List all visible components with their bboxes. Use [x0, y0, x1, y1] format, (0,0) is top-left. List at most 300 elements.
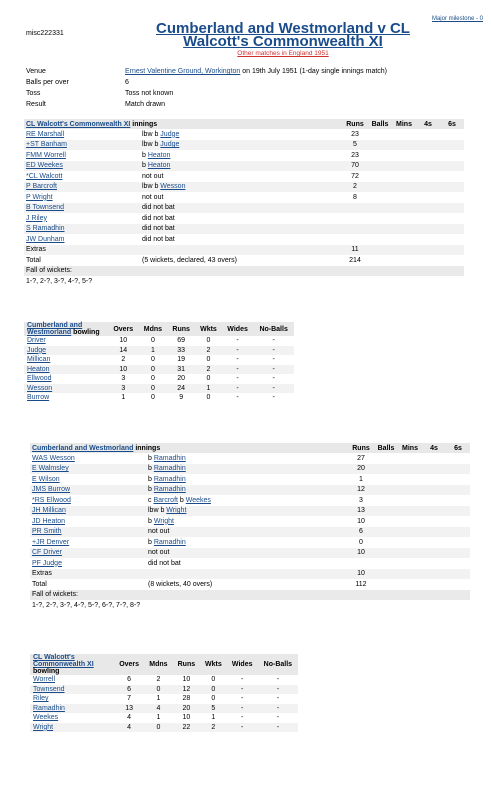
stat-cell [440, 182, 464, 193]
bowling-stat: 10 [182, 676, 191, 684]
batter-link[interactable]: CF Driver [32, 549, 62, 557]
bowling-stat: 0 [211, 695, 216, 703]
batter-cell [24, 150, 140, 161]
stat-cell [398, 474, 422, 485]
bowling-stat: 24 [177, 384, 186, 392]
info-row [24, 99, 464, 110]
batter-row [30, 474, 470, 485]
bowler-row [30, 704, 298, 714]
stat-cell [440, 203, 464, 214]
dismissal-cell: b Heaton [142, 151, 171, 159]
bowling-stat: 0 [150, 365, 155, 373]
fielder-link[interactable]: Heaton [147, 162, 171, 170]
total-desc: (5 wickets, declared, 43 overs) [142, 256, 237, 264]
stat-cell [422, 527, 446, 538]
bowling-stat: 0 [206, 337, 211, 345]
dismissal-cell: lbw b Judge [142, 130, 180, 138]
stat-cell [392, 140, 416, 151]
extras-label: Extras [26, 246, 46, 254]
batter-link[interactable]: +ST Banham [26, 141, 67, 149]
batter-link[interactable]: WAS Wesson [32, 454, 75, 462]
stat-cell [422, 558, 446, 569]
batter-link[interactable]: RE Marshall [26, 130, 65, 138]
batter-row [24, 129, 464, 140]
stat-cell [392, 234, 416, 245]
stat-cell [440, 140, 464, 151]
stat-cell [368, 213, 392, 224]
batter-cell [30, 516, 146, 527]
batter-link[interactable]: P Wright [26, 193, 53, 201]
batter-row [24, 213, 464, 224]
runs-cell [342, 213, 368, 224]
stat-cell [368, 161, 392, 172]
bowler-row [30, 713, 298, 723]
col-header-mins: Mins [402, 444, 418, 452]
bowling-stat: 9 [179, 394, 184, 402]
venue-link[interactable]: Ernest Valentine Ground, Workington [125, 68, 241, 75]
batter-link[interactable]: +JR Denver [32, 538, 70, 546]
stat-cell [440, 213, 464, 224]
bowler-cell [30, 713, 114, 723]
stat-cell [440, 224, 464, 235]
runs-cell: 12 [357, 486, 365, 494]
info-key: Result [26, 101, 46, 108]
stat-cell [398, 453, 422, 464]
bowling-stat: 1 [211, 714, 216, 722]
stat-cell [374, 516, 398, 527]
innings-title: CL Walcott's Commonwealth XI innings [26, 120, 158, 128]
innings-header [24, 119, 464, 129]
batter-row [30, 464, 470, 475]
dismissal-cell: did not bat [142, 204, 175, 212]
extras-value: 11 [351, 246, 359, 254]
bowling-stat: - [236, 346, 239, 354]
dismissal-cell: not out [148, 528, 170, 536]
stat-cell [416, 224, 440, 235]
col-header-noballs: No-Balls [258, 654, 298, 675]
extras-label: Extras [32, 570, 52, 578]
bowling-stat: - [236, 365, 239, 373]
stat-cell [422, 474, 446, 485]
col-header-overs: Overs [114, 654, 144, 675]
bowling-stat: - [272, 375, 275, 383]
fielder-link[interactable]: Ramadhin [153, 486, 186, 494]
total-row [24, 255, 464, 266]
bowler-link[interactable]: Weekes [185, 496, 211, 504]
bowling-stat: - [236, 394, 239, 402]
bowling-stat: - [276, 714, 280, 722]
stat-cell [392, 150, 416, 161]
batter-row [24, 140, 464, 151]
batter-link[interactable]: *CL Walcott [26, 172, 63, 180]
milestone-link[interactable]: Major milestone - 0 [431, 16, 483, 22]
stat-cell [374, 485, 398, 496]
stat-cell [398, 464, 422, 475]
dismissal-cell: b Wright [148, 517, 174, 525]
bowling-stat: - [276, 685, 280, 693]
runs-cell: 20 [357, 465, 365, 473]
bowling-stat: 3 [121, 384, 126, 392]
bowling-stat: - [241, 723, 244, 731]
bowling-stat: - [272, 337, 275, 345]
col-header-wkts: Wkts [195, 322, 222, 336]
batter-row [24, 234, 464, 245]
bowler-link[interactable]: Ellwood [27, 375, 52, 383]
stat-cell [422, 464, 446, 475]
stat-cell [440, 129, 464, 140]
stat-cell [374, 569, 398, 580]
bowling-stat: 2 [156, 676, 161, 684]
bowling-stat: - [236, 384, 239, 392]
extras-desc [146, 569, 348, 580]
col-header-6s: 6s [448, 120, 456, 128]
bowling-stat: - [276, 704, 280, 712]
fow-label: Fall of wickets: [26, 267, 72, 275]
stat-cell [374, 495, 398, 506]
stat-cell [398, 506, 422, 517]
stat-cell [422, 516, 446, 527]
bowling-stat: - [272, 346, 275, 354]
bowler-link[interactable]: Ramadhin [33, 704, 65, 712]
fielder-link[interactable]: Ramadhin [153, 475, 186, 483]
bowling-2-table [30, 654, 298, 732]
bowling-stat: - [241, 704, 244, 712]
runs-cell: 10 [357, 517, 365, 525]
extras-row [24, 245, 464, 256]
batter-link[interactable]: E Walmsley [32, 465, 69, 473]
stat-cell [398, 548, 422, 559]
stat-cell [368, 234, 392, 245]
stat-cell [398, 579, 422, 590]
bowler-link[interactable]: Worrell [33, 676, 56, 684]
bowling-stat: - [236, 337, 239, 345]
bowling-stat: 0 [150, 375, 155, 383]
batter-row [30, 537, 470, 548]
bowling-stat: 6 [127, 676, 132, 684]
runs-cell [348, 558, 374, 569]
stat-cell [368, 224, 392, 235]
total-label: Total [32, 580, 47, 588]
batter-link[interactable]: PR Smith [32, 528, 62, 536]
stat-cell [422, 506, 446, 517]
batter-row [30, 527, 470, 538]
bowling-stat: 0 [150, 356, 155, 364]
batter-link[interactable]: *RS Ellwood [32, 496, 71, 504]
stat-cell [416, 234, 440, 245]
extras-value: 10 [357, 570, 365, 578]
dismissal-cell: b Ramadhin [148, 454, 186, 462]
col-header-wkts: Wkts [200, 654, 227, 675]
bowling-stat: 22 [182, 723, 191, 731]
fow-row [24, 276, 464, 287]
innings-team-link[interactable]: CL Walcott's Commonwealth XI [26, 120, 131, 128]
runs-cell: 1 [359, 475, 363, 483]
stat-cell [398, 569, 422, 580]
bowling-stat: 10 [182, 714, 191, 722]
bowling-stat: 6 [127, 685, 132, 693]
stat-cell [416, 161, 440, 172]
other-matches-link[interactable]: Other matches in England 1951 [237, 50, 329, 57]
fielder-link[interactable]: Ramadhin [153, 454, 186, 462]
bowling-stat: 10 [119, 365, 128, 373]
team-link-away[interactable]: Walcott's Commonwealth XI [183, 33, 383, 50]
info-key: Balls per over [26, 79, 69, 86]
stat-cell [374, 453, 398, 464]
fow-label-row [30, 590, 470, 601]
bowling-stat: 0 [150, 394, 155, 402]
bowler-row [30, 723, 298, 733]
info-value: Toss not known [125, 90, 174, 97]
bowling-title: CL Walcott's Commonwealth XI bowling [30, 654, 114, 675]
bowling-stat: - [276, 695, 280, 703]
dismissal-cell: did not bat [142, 235, 175, 243]
stat-cell [392, 245, 416, 256]
col-header-runs: Runs [346, 120, 364, 128]
fielder-link[interactable]: Heaton [147, 151, 171, 159]
bowling-stat: - [241, 685, 244, 693]
stat-cell [392, 192, 416, 203]
bowler-link[interactable]: Riley [33, 695, 49, 703]
bowler-cell [30, 704, 114, 714]
stat-cell [446, 474, 470, 485]
fielder-link[interactable]: Ramadhin [153, 538, 186, 546]
col-header-runs: Runs [167, 322, 195, 336]
fielder-link[interactable]: Wesson [160, 183, 186, 191]
batter-link[interactable]: ED Weekes [26, 162, 63, 170]
runs-cell [342, 234, 368, 245]
runs-cell: 2 [353, 183, 357, 191]
runs-cell: 23 [351, 130, 359, 138]
bowler-row [30, 685, 298, 695]
bowling-stat: 33 [177, 346, 186, 354]
dismissal-cell: did not bat [142, 225, 175, 233]
info-row [24, 77, 464, 88]
col-header-4s: 4s [424, 120, 432, 128]
fow-row [30, 600, 470, 611]
stat-cell [374, 464, 398, 475]
dismissal-cell: not out [142, 172, 164, 180]
innings-title: Cumberland and Westmorland innings [32, 444, 161, 452]
extras-desc [140, 245, 342, 256]
batter-link[interactable]: B Townsend [26, 204, 65, 212]
batter-link[interactable]: PF Judge [32, 559, 62, 567]
dismissal-cell: b Heaton [142, 162, 171, 170]
total-desc: (8 wickets, 40 overs) [148, 580, 213, 588]
dismissal-cell: not out [142, 193, 164, 201]
stat-cell [392, 203, 416, 214]
info-value: 6 [125, 79, 129, 86]
batter-link[interactable]: P Barcroft [26, 183, 57, 191]
page-header [0, 0, 491, 57]
runs-cell: 6 [359, 528, 363, 536]
bowler-link[interactable]: Millican [27, 356, 51, 364]
batter-row [30, 558, 470, 569]
innings-team-link[interactable]: Cumberland and Westmorland [32, 444, 134, 452]
innings-header [30, 443, 470, 453]
bowling-stat: 20 [182, 704, 191, 712]
bowling-stat: 14 [119, 346, 128, 354]
stat-cell [398, 558, 422, 569]
col-header-mdns: Mdns [144, 654, 172, 675]
stat-cell [440, 255, 464, 266]
batter-cell [30, 558, 146, 569]
stat-cell [440, 234, 464, 245]
batter-link[interactable]: JMS Burrow [32, 486, 71, 494]
runs-cell: 0 [359, 538, 363, 546]
stat-cell [374, 474, 398, 485]
bowling-stat: 0 [156, 723, 161, 731]
stat-cell [440, 161, 464, 172]
bowling-stat: - [236, 375, 239, 383]
stat-cell [374, 527, 398, 538]
stat-cell [416, 129, 440, 140]
stat-cell [392, 182, 416, 193]
fow-values: 1-?, 2-?, 3-?, 4-?, 5-? [26, 277, 93, 285]
batter-cell [30, 506, 146, 517]
stat-cell [374, 558, 398, 569]
bowler-link[interactable]: Wright [33, 723, 54, 731]
stat-cell [368, 245, 392, 256]
total-row [30, 579, 470, 590]
bowling-stat: 2 [121, 356, 126, 364]
page-title [128, 22, 438, 48]
runs-cell [342, 224, 368, 235]
bowling-stat: 2 [206, 346, 211, 354]
batter-cell [24, 234, 140, 245]
total-value: 214 [349, 256, 361, 264]
bowling-stat: 3 [121, 375, 126, 383]
bowler-cell [24, 355, 108, 365]
runs-cell: 3 [359, 496, 363, 504]
stat-cell [446, 527, 470, 538]
fielder-link[interactable]: Wright [153, 517, 174, 525]
batter-row [24, 150, 464, 161]
fow-values: 1-?, 2-?, 3-?, 4-?, 5-?, 6-?, 7-?, 8-? [32, 601, 141, 609]
fielder-link[interactable]: Ramadhin [153, 465, 186, 473]
bowler-link[interactable]: Driver [27, 337, 46, 345]
stat-cell [392, 129, 416, 140]
stat-cell [416, 245, 440, 256]
dismissal-cell: lbw b Wright [148, 507, 187, 515]
bowler-link[interactable]: Wesson [27, 384, 53, 392]
batter-link[interactable]: JW Dunham [26, 235, 65, 243]
fow-label-row [24, 266, 464, 277]
col-header-6s: 6s [454, 444, 462, 452]
runs-cell: 10 [357, 549, 365, 557]
batter-link[interactable]: J Riley [26, 214, 48, 222]
bowler-cell [24, 346, 108, 356]
bowling-team-link[interactable]: Cumberland and Westmorland [27, 322, 83, 336]
bowling-stat: 10 [119, 337, 128, 345]
bowling-stat: 1 [156, 714, 161, 722]
col-header-balls: Balls [371, 120, 389, 128]
total-value: 112 [355, 580, 367, 588]
batter-cell [24, 129, 140, 140]
bowler-link[interactable]: Burrow [27, 394, 50, 402]
stat-cell [416, 182, 440, 193]
runs-cell [342, 203, 368, 214]
stat-cell [446, 453, 470, 464]
stat-cell [446, 537, 470, 548]
bowler-cell [30, 675, 114, 685]
bowling-stat: 0 [211, 685, 216, 693]
col-header-mins: Mins [396, 120, 412, 128]
stat-cell [368, 129, 392, 140]
bowling-header [30, 654, 298, 675]
batter-link[interactable]: E Wilson [32, 475, 60, 483]
batter-row [24, 171, 464, 182]
dismissal-cell: b Ramadhin [148, 475, 186, 483]
dismissal-cell: b Ramadhin [148, 486, 186, 494]
team-link-home[interactable]: Cumberland and Westmorland v CL [156, 20, 410, 37]
stat-cell [368, 255, 392, 266]
stat-cell [422, 485, 446, 496]
bowling-stat: 0 [150, 384, 155, 392]
batter-link[interactable]: S Ramadhin [26, 225, 65, 233]
stat-cell [368, 182, 392, 193]
bowling-stat: 0 [211, 676, 216, 684]
stat-cell [416, 171, 440, 182]
stat-cell [422, 537, 446, 548]
stat-cell [392, 213, 416, 224]
bowling-stat: 2 [211, 723, 216, 731]
batter-row [24, 192, 464, 203]
fielder-link[interactable]: Wright [166, 507, 187, 515]
batter-cell [24, 203, 140, 214]
info-value: Match drawn [125, 101, 166, 108]
batter-cell [30, 527, 146, 538]
bowler-cell [24, 336, 108, 346]
bowling-stat: 0 [206, 356, 211, 364]
dismissal-cell: not out [148, 549, 170, 557]
info-value: Ernest Valentine Ground, Workington on 19th July 1951 (1-day single innings match) [125, 68, 388, 75]
fielder-link[interactable]: Judge [160, 130, 180, 138]
batter-row [30, 548, 470, 559]
stat-cell [398, 537, 422, 548]
stat-cell [446, 579, 470, 590]
match-info-table [24, 66, 464, 110]
batter-cell [24, 140, 140, 151]
fielder-link[interactable]: Judge [160, 141, 180, 149]
stat-cell [368, 150, 392, 161]
bowling-team-link[interactable]: CL Walcott's Commonwealth XI [33, 654, 94, 668]
runs-cell: 23 [351, 151, 359, 159]
bowling-stat: 1 [150, 346, 155, 354]
bowling-stat: 0 [206, 375, 211, 383]
batter-link[interactable]: JD Heaton [32, 517, 66, 525]
stat-cell [416, 255, 440, 266]
info-row [24, 88, 464, 99]
bowler-link[interactable]: Judge [27, 346, 47, 354]
stat-cell [440, 192, 464, 203]
batter-link[interactable]: FMM Worrell [26, 151, 66, 159]
bowler-link[interactable]: Weekes [33, 714, 59, 722]
batter-row [30, 495, 470, 506]
fielder-link[interactable]: Barcroft [153, 496, 178, 504]
bowler-link[interactable]: Townsend [33, 685, 65, 693]
batter-row [30, 453, 470, 464]
runs-cell: 72 [351, 172, 359, 180]
stat-cell [368, 171, 392, 182]
stat-cell [398, 485, 422, 496]
dismissal-cell: c Barcroft b Weekes [148, 496, 211, 504]
stat-cell [398, 516, 422, 527]
batter-link[interactable]: JH Millican [32, 507, 66, 515]
bowler-link[interactable]: Heaton [27, 365, 50, 373]
stat-cell [422, 495, 446, 506]
batter-cell [24, 171, 140, 182]
stat-cell [422, 579, 446, 590]
